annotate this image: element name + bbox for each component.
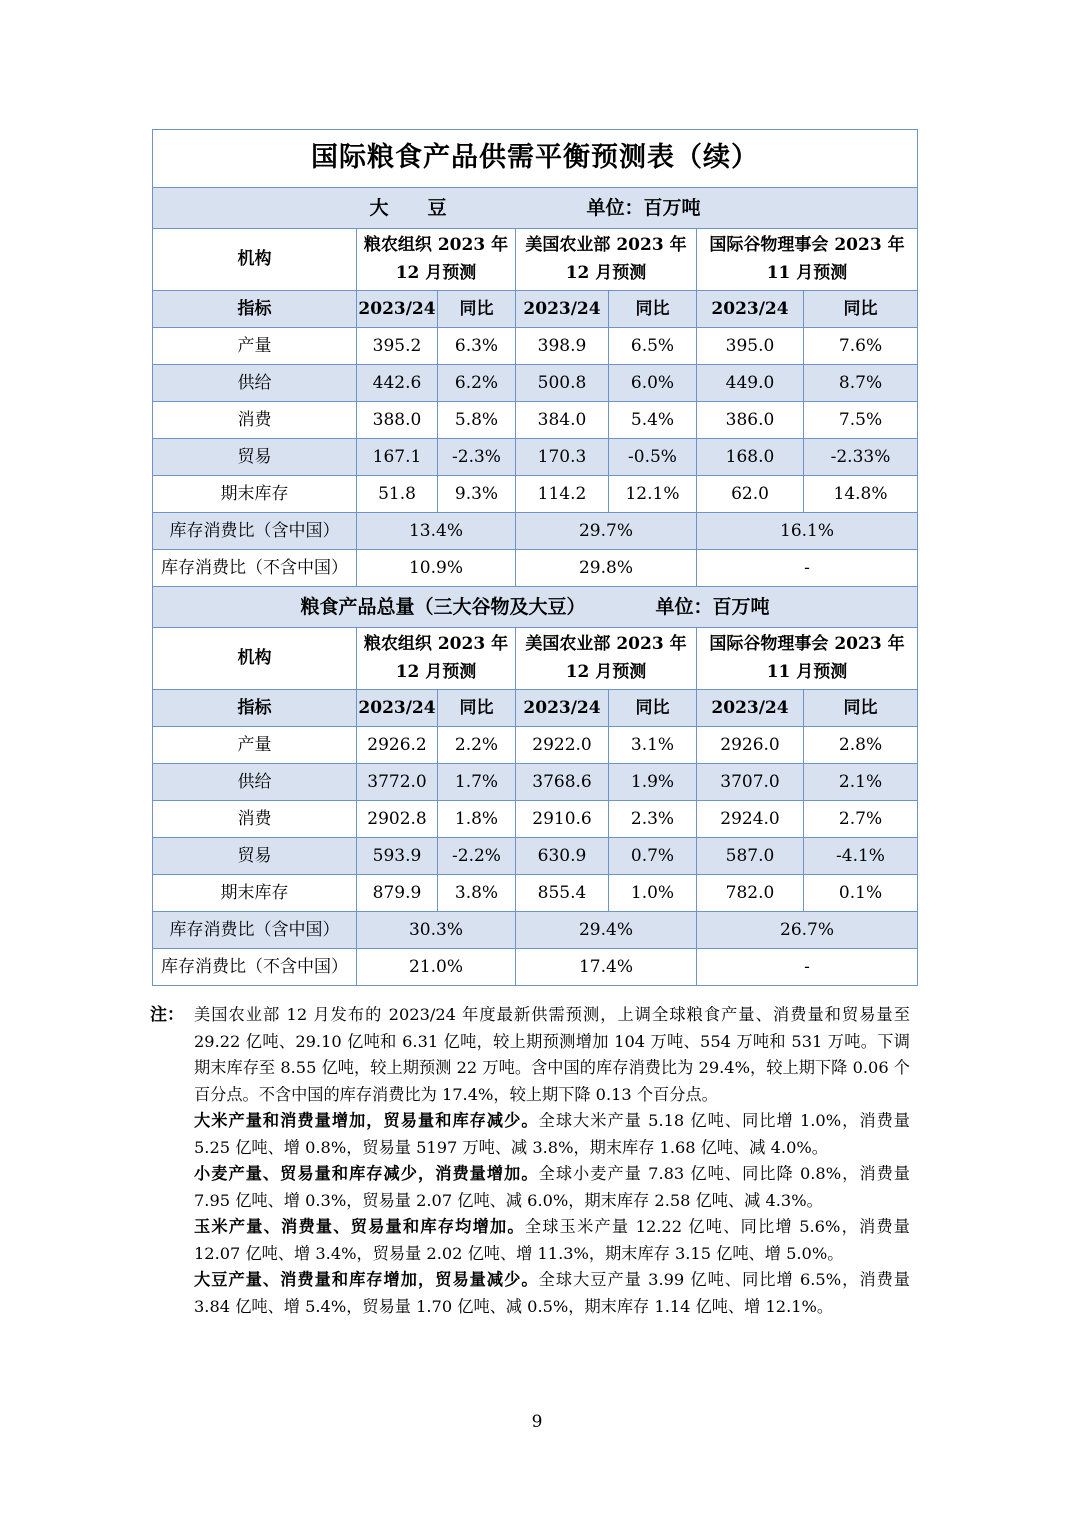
ratio-value: 21.0% [357,949,516,986]
section-unit: 单位：百万吨 [655,595,770,618]
cell-value: 0.7% [609,838,697,875]
notes-label: 注： [150,1005,184,1025]
cell-value: 167.1 [357,439,438,476]
cell-value: 170.3 [516,439,609,476]
page-number: 9 [531,1412,543,1432]
cell-value: 442.6 [357,365,438,402]
cell-value: 855.4 [516,875,609,912]
table-row [153,838,918,875]
ratio-value: 16.1% [697,513,918,550]
cell-value: -2.2% [438,838,516,875]
org-name: 粮农组织 2023 年 12 月预测 [357,229,516,291]
table-row [153,801,918,838]
cell-value: 6.5% [609,328,697,365]
cell-value: 7.6% [804,328,918,365]
row-label: 产量 [153,328,357,365]
section-unit: 单位：百万吨 [586,196,701,219]
cell-value: 2924.0 [697,801,804,838]
cell-value: 879.9 [357,875,438,912]
cell-value: 1.7% [438,764,516,801]
ratio-label: 库存消费比（含中国） [153,912,357,949]
org-label: 机构 [153,229,357,291]
cell-value: 2902.8 [357,801,438,838]
cell-value: 3768.6 [516,764,609,801]
cell-value: 2926.0 [697,727,804,764]
cell-value: 2.2% [438,727,516,764]
cell-value: 7.5% [804,402,918,439]
col-yoy: 同比 [609,291,697,328]
section-header [153,188,918,229]
note-item [194,1214,910,1267]
cell-value: 395.0 [697,328,804,365]
note-item-text: 全球玉米产量 12.22 亿吨、同比增 5.6%，消费量 12.07 亿吨、增 3.4%，贸易量 2.02 亿吨、增 11.3%，期末库存 3.15 亿吨、增 5.0%。 [194,1217,910,1263]
indicator-label: 指标 [153,690,357,727]
cell-value: 2922.0 [516,727,609,764]
row-label: 供给 [153,365,357,402]
org-name: 美国农业部 2023 年 12 月预测 [516,229,697,291]
row-label: 消费 [153,402,357,439]
org-name: 国际谷物理事会 2023 年 11 月预测 [697,628,918,690]
cell-value: -2.3% [438,439,516,476]
row-label: 贸易 [153,439,357,476]
cell-value: 587.0 [697,838,804,875]
ratio-row [153,550,918,587]
cell-value: 782.0 [697,875,804,912]
col-yoy: 同比 [438,690,516,727]
cell-value: 384.0 [516,402,609,439]
note-item-heading: 小麦产量、贸易量和库存减少，消费量增加。 [194,1164,539,1183]
cell-value: 2.3% [609,801,697,838]
cell-value: -0.5% [609,439,697,476]
cell-value: 6.2% [438,365,516,402]
cell-value: 1.9% [609,764,697,801]
row-label: 期末库存 [153,476,357,513]
table-row [153,727,918,764]
org-label: 机构 [153,628,357,690]
ratio-value: 30.3% [357,912,516,949]
cell-value: -2.33% [804,439,918,476]
cell-value: 593.9 [357,838,438,875]
cell-value: 51.8 [357,476,438,513]
ratio-value: 29.8% [516,550,697,587]
note-item-heading: 大米产量和消费量增加，贸易量和库存减少。 [194,1111,539,1130]
cell-value: 12.1% [609,476,697,513]
cell-value: 168.0 [697,439,804,476]
cell-value: 2926.2 [357,727,438,764]
ratio-label: 库存消费比（不含中国） [153,550,357,587]
row-label: 消费 [153,801,357,838]
ratio-value: 10.9% [357,550,516,587]
row-label: 期末库存 [153,875,357,912]
note-item [194,1108,910,1161]
row-label: 产量 [153,727,357,764]
ratio-value: 29.7% [516,513,697,550]
col-year: 2023/24 [357,690,438,727]
ratio-row [153,949,918,986]
note-item-text: 全球小麦产量 7.83 亿吨、同比降 0.8%，消费量 7.95 亿吨、增 0.3%，贸易量 2.07 亿吨、减 6.0%，期末库存 2.58 亿吨、减 4.3%。 [194,1164,910,1210]
ratio-value: - [697,949,918,986]
table-row [153,439,918,476]
note-item-text: 全球大豆产量 3.99 亿吨、同比增 6.5%，消费量 3.84 亿吨、增 5.4%，贸易量 1.70 亿吨、减 0.5%，期末库存 1.14 亿吨、增 12.1%。 [194,1270,910,1316]
col-year: 2023/24 [357,291,438,328]
cell-value: 3707.0 [697,764,804,801]
cell-value: 388.0 [357,402,438,439]
note-item [194,1161,910,1214]
cell-value: 3772.0 [357,764,438,801]
table-row [153,328,918,365]
note-item-text: 全球大米产量 5.18 亿吨、同比增 1.0%，消费量 5.25 亿吨、增 0.8%，贸易量 5197 万吨、减 3.8%，期末库存 1.68 亿吨、减 4.0%。 [194,1111,910,1157]
cell-value: 5.8% [438,402,516,439]
cell-value: 2.7% [804,801,918,838]
col-year: 2023/24 [697,690,804,727]
table-title: 国际粮食产品供需平衡预测表（续） [153,130,918,188]
cell-value: 62.0 [697,476,804,513]
cell-value: 1.8% [438,801,516,838]
cell-value: 3.8% [438,875,516,912]
cell-value: 6.0% [609,365,697,402]
col-yoy: 同比 [609,690,697,727]
col-year: 2023/24 [516,291,609,328]
ratio-value: - [697,550,918,587]
note-item-heading: 大豆产量、消费量和库存增加，贸易量减少。 [194,1270,539,1289]
cell-value: 1.0% [609,875,697,912]
ratio-value: 26.7% [697,912,918,949]
col-yoy: 同比 [438,291,516,328]
col-yoy: 同比 [804,291,918,328]
cell-value: 6.3% [438,328,516,365]
forecast-table [152,129,918,986]
col-year: 2023/24 [697,291,804,328]
cell-value: 630.9 [516,838,609,875]
table-row [153,476,918,513]
ratio-label: 库存消费比（不含中国） [153,949,357,986]
cell-value: 398.9 [516,328,609,365]
ratio-value: 29.4% [516,912,697,949]
indicator-label: 指标 [153,291,357,328]
note-item-heading: 玉米产量、消费量、贸易量和库存均增加。 [194,1217,525,1236]
org-name: 粮农组织 2023 年 12 月预测 [357,628,516,690]
cell-value: -4.1% [804,838,918,875]
ratio-row [153,513,918,550]
cell-value: 395.2 [357,328,438,365]
cell-value: 0.1% [804,875,918,912]
notes-section [150,1002,910,1320]
cell-value: 8.7% [804,365,918,402]
cell-value: 2.8% [804,727,918,764]
table-row [153,875,918,912]
cell-value: 9.3% [438,476,516,513]
cell-value: 449.0 [697,365,804,402]
cell-value: 500.8 [516,365,609,402]
notes-intro: 美国农业部 12 月发布的 2023/24 年度最新供需预测，上调全球粮食产量、消费量和贸易量至 29.22 亿吨、29.10 亿吨和 6.31 亿吨，较上期预测增加 104 万吨、554 万吨和 531 万吨。下调期末库存至 8.55 亿吨，较上期预测 22 万吨。含中国的库存消费比为 29.4%，较上期下降 0.06 个百分点。不含中国的库存消费比为 17.4%，较上期下降 0.13 个百分点。 [194,1005,910,1104]
ratio-value: 17.4% [516,949,697,986]
table-row [153,365,918,402]
table-row [153,764,918,801]
section-header [153,587,918,628]
cell-value: 2.1% [804,764,918,801]
cell-value: 14.8% [804,476,918,513]
org-name: 美国农业部 2023 年 12 月预测 [516,628,697,690]
col-year: 2023/24 [516,690,609,727]
cell-value: 2910.6 [516,801,609,838]
section-name: 大 豆 [369,196,457,219]
note-item [194,1267,910,1320]
ratio-label: 库存消费比（含中国） [153,513,357,550]
row-label: 供给 [153,764,357,801]
col-yoy: 同比 [804,690,918,727]
ratio-row [153,912,918,949]
cell-value: 386.0 [697,402,804,439]
cell-value: 5.4% [609,402,697,439]
cell-value: 114.2 [516,476,609,513]
org-name: 国际谷物理事会 2023 年 11 月预测 [697,229,918,291]
row-label: 贸易 [153,838,357,875]
table-row [153,402,918,439]
section-name: 粮食产品总量（三大谷物及大豆） [300,595,586,618]
cell-value: 3.1% [609,727,697,764]
ratio-value: 13.4% [357,513,516,550]
